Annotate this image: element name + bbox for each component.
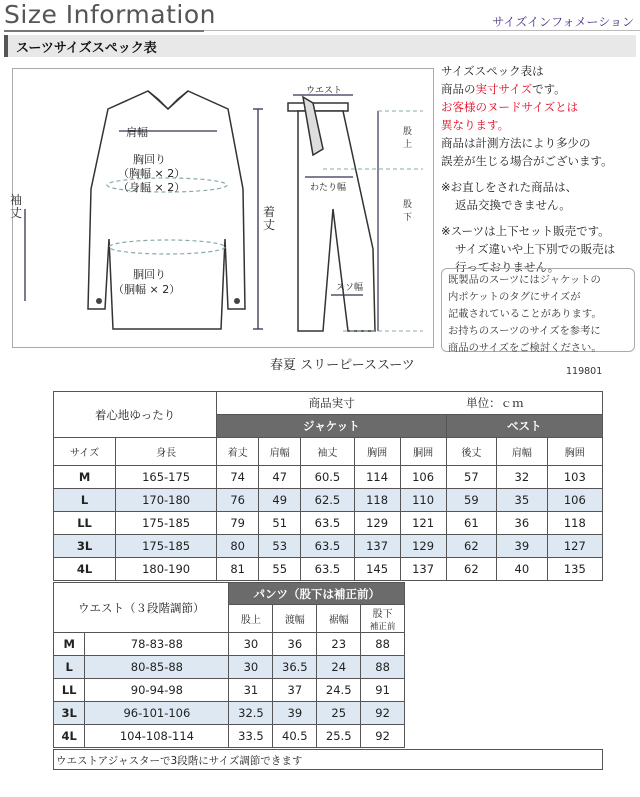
- table-cell: 137: [354, 535, 400, 558]
- table-cell: 74: [217, 466, 259, 489]
- table-cell: LL: [54, 512, 116, 535]
- table1-body: [54, 466, 603, 581]
- label-shoulder: 肩幅: [126, 126, 148, 139]
- label-chest-note1: （胸幅 × 2）: [118, 167, 186, 180]
- tag-note-box: [441, 268, 635, 352]
- table-cell: 137: [400, 558, 446, 581]
- table-cell: 53: [259, 535, 301, 558]
- table-cell: 135: [547, 558, 602, 581]
- table1-column-row: [54, 438, 603, 466]
- notebox-line: 既製品のスーツにはジャケットの: [448, 274, 601, 286]
- column-header: 後丈: [446, 438, 497, 466]
- fit-label: 着心地ゆったり: [54, 392, 217, 438]
- table-cell: 114: [354, 466, 400, 489]
- table-cell: 76: [217, 489, 259, 512]
- table-cell: 25.5: [317, 725, 361, 748]
- section-title: スーツサイズスペック表: [16, 41, 157, 56]
- page-title: Size Information: [4, 0, 216, 29]
- table-cell: 79: [217, 512, 259, 535]
- waist-adjust-label: ウエスト（３段階調節）: [54, 583, 229, 633]
- table-row: [54, 512, 603, 535]
- table-cell: 23: [317, 633, 361, 656]
- column-header: 着丈: [217, 438, 259, 466]
- label-waist: 胴回り: [133, 268, 166, 281]
- table-cell: 55: [259, 558, 301, 581]
- note-line: 商品は計測方法により多少の: [441, 136, 591, 150]
- suit-diagram: [12, 68, 434, 348]
- table-cell: 32.5: [229, 702, 273, 725]
- table-cell: 63.5: [301, 558, 354, 581]
- column-header: 身長: [116, 438, 217, 466]
- table-cell: 62.5: [301, 489, 354, 512]
- table-cell: L: [54, 656, 85, 679]
- table2-body: [54, 633, 405, 748]
- column-header: 胴囲: [400, 438, 446, 466]
- table-cell: 31: [229, 679, 273, 702]
- measure-label: 商品実寸: [217, 392, 446, 415]
- suit-illustration: [13, 69, 435, 349]
- table-cell: 59: [446, 489, 497, 512]
- table-cell: 4L: [54, 558, 116, 581]
- note-line: 誤差が生じる場合がございます。: [441, 154, 613, 168]
- table-cell: 88: [361, 633, 405, 656]
- column-header: サイズ: [54, 438, 116, 466]
- table-cell: 3L: [54, 535, 116, 558]
- table-row: [54, 535, 603, 558]
- label-waist-note: （胴幅 × 2）: [113, 283, 181, 296]
- table-cell: 4L: [54, 725, 85, 748]
- table-cell: 37: [273, 679, 317, 702]
- label-hem: スソ幅: [336, 283, 364, 293]
- table-cell: 62: [446, 535, 497, 558]
- table-cell: 49: [259, 489, 301, 512]
- column-header: 胸囲: [547, 438, 602, 466]
- product-caption: 春夏 スリーピーススーツ: [270, 358, 415, 373]
- note-line: サイズスペック表は: [441, 64, 544, 78]
- table-cell: 24: [317, 656, 361, 679]
- page-header: [0, 0, 640, 33]
- jacket-vest-size-table: [53, 391, 603, 581]
- table-row: [54, 679, 405, 702]
- column-header: 裾幅: [317, 605, 361, 633]
- vest-header: ベスト: [446, 415, 602, 438]
- section-bar: [4, 35, 636, 57]
- table-cell: 81: [217, 558, 259, 581]
- notebox-line: 記載されていることがあります。: [448, 308, 602, 320]
- inseam-label: 股下: [372, 609, 393, 620]
- size-notes: [441, 62, 637, 276]
- note-line: 商品の実寸サイズです。: [441, 82, 566, 96]
- label-pants-waist: ウエスト: [306, 86, 343, 96]
- column-header: 渡幅: [273, 605, 317, 633]
- title-underline: [4, 30, 204, 32]
- table-cell: 106: [400, 466, 446, 489]
- table-cell: 30: [229, 633, 273, 656]
- label-length: 着丈: [263, 205, 276, 232]
- table-cell: 118: [547, 512, 602, 535]
- table-cell: 121: [400, 512, 446, 535]
- table-cell: 165-175: [116, 466, 217, 489]
- column-header: 肩幅: [259, 438, 301, 466]
- table-cell: 3L: [54, 702, 85, 725]
- table-cell: 92: [361, 702, 405, 725]
- column-header: 肩幅: [497, 438, 548, 466]
- table-cell: 118: [354, 489, 400, 512]
- table-cell: 129: [354, 512, 400, 535]
- note-line: 行っておりません。: [455, 260, 560, 274]
- note-line: ※スーツは上下セット販売です。: [441, 224, 610, 238]
- table-cell: 127: [547, 535, 602, 558]
- note-line: 異なります。: [441, 118, 510, 132]
- table-cell: 39: [273, 702, 317, 725]
- column-header: 袖丈: [301, 438, 354, 466]
- pants-size-table: [53, 582, 405, 748]
- table-cell: 78-83-88: [85, 633, 229, 656]
- table-cell: 57: [446, 466, 497, 489]
- table-cell: 39: [497, 535, 548, 558]
- table-cell: 92: [361, 725, 405, 748]
- table-cell: 62: [446, 558, 497, 581]
- jacket-header: ジャケット: [217, 415, 446, 438]
- table-row: [54, 466, 603, 489]
- label-rise: 股上: [403, 127, 413, 150]
- unit-label: 単位：ｃｍ: [446, 392, 602, 415]
- table-cell: 129: [400, 535, 446, 558]
- table-cell: 33.5: [229, 725, 273, 748]
- table-cell: 36.5: [273, 656, 317, 679]
- table-cell: 40.5: [273, 725, 317, 748]
- notebox-line: 内ポケットのタグにサイズが: [448, 291, 581, 303]
- label-inseam: 股下: [403, 200, 413, 223]
- table-cell: 90-94-98: [85, 679, 229, 702]
- table-cell: 25: [317, 702, 361, 725]
- label-sleeve: 袖丈: [10, 193, 23, 220]
- table-cell: 175-185: [116, 512, 217, 535]
- table-cell: L: [54, 489, 116, 512]
- page-subtitle: サイズインフォメーション: [492, 15, 634, 29]
- column-header: 股上: [229, 605, 273, 633]
- header-rule: [204, 30, 640, 31]
- column-header: [361, 605, 405, 633]
- column-header: 胸囲: [354, 438, 400, 466]
- table-cell: 88: [361, 656, 405, 679]
- table-row: [54, 656, 405, 679]
- notebox-line: お持ちのスーツのサイズを参考に: [448, 325, 601, 337]
- table-cell: 104-108-114: [85, 725, 229, 748]
- table-cell: 175-185: [116, 535, 217, 558]
- table-cell: 24.5: [317, 679, 361, 702]
- notebox-line: 商品のサイズをご検討ください。: [448, 342, 602, 354]
- table-cell: 170-180: [116, 489, 217, 512]
- table-cell: 91: [361, 679, 405, 702]
- table-cell: 30: [229, 656, 273, 679]
- table-cell: 80-85-88: [85, 656, 229, 679]
- table-cell: 63.5: [301, 535, 354, 558]
- label-thigh: わたり幅: [310, 183, 347, 193]
- pre-hem-label: 補正前: [369, 622, 396, 632]
- pants-header: パンツ（股下は補正前）: [229, 583, 405, 605]
- table-cell: 106: [547, 489, 602, 512]
- table-cell: 63.5: [301, 512, 354, 535]
- note-line: お客様のヌードサイズとは: [441, 100, 579, 114]
- table-cell: M: [54, 466, 116, 489]
- note-line: ※お直しをされた商品は、: [441, 180, 578, 194]
- table-cell: 32: [497, 466, 548, 489]
- table-cell: 145: [354, 558, 400, 581]
- table-cell: 40: [497, 558, 548, 581]
- table-cell: 96-101-106: [85, 702, 229, 725]
- note-line: 返品交換できません。: [455, 198, 571, 212]
- table-row: [54, 725, 405, 748]
- table-cell: 110: [400, 489, 446, 512]
- table-row: [54, 489, 603, 512]
- table-cell: M: [54, 633, 85, 656]
- note-line: サイズ違いや上下別での販売は: [455, 242, 616, 256]
- table-row: [54, 633, 405, 656]
- table-cell: 35: [497, 489, 548, 512]
- table-cell: 60.5: [301, 466, 354, 489]
- product-number: 119801: [566, 366, 603, 377]
- table-cell: 36: [497, 512, 548, 535]
- label-chest-note2: （身幅 × 2）: [118, 181, 186, 194]
- table-cell: LL: [54, 679, 85, 702]
- table-cell: 47: [259, 466, 301, 489]
- table-cell: 180-190: [116, 558, 217, 581]
- table-row: [54, 702, 405, 725]
- footnote: ウエストアジャスターで3段階にサイズ調節できます: [53, 749, 603, 770]
- table-cell: 51: [259, 512, 301, 535]
- table-row: [54, 558, 603, 581]
- table-cell: 61: [446, 512, 497, 535]
- label-chest: 胸回り: [133, 153, 166, 166]
- table-cell: 103: [547, 466, 602, 489]
- table-cell: 80: [217, 535, 259, 558]
- table-cell: 36: [273, 633, 317, 656]
